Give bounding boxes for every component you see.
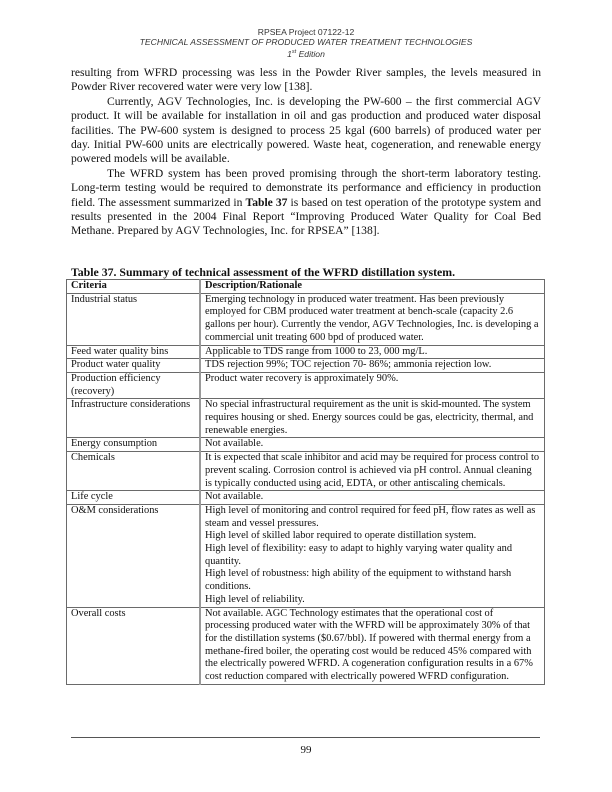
description-line: Emerging technology in produced water treatment. Has been previously employed for CBM produced water treatment at bench-scale (capacity 2.6 gallons per hour). Currently the vendor, AGV Technologies, Inc. is developing a commercial unit treating 600 bpd of produced water. xyxy=(205,293,539,343)
paragraph-continuation: resulting from WFRD processing was less in the Powder River samples, the levels measured in Powder River recovered water were very low [138]. xyxy=(71,66,541,94)
table-caption: Table 37. Summary of technical assessment of the WFRD distillation system. xyxy=(71,265,456,279)
paragraph-assessment xyxy=(71,167,541,239)
criteria-cell: Life cycle xyxy=(67,491,201,505)
table-row xyxy=(67,293,545,345)
description-line: Product water recovery is approximately 90%. xyxy=(205,372,399,384)
description-cell xyxy=(200,372,545,398)
description-line: No special infrastructural requirement as the unit is skid-mounted. The system requires housing or shed. Energy sources could be gas, electricity, thermal, and renewable energies. xyxy=(205,399,534,436)
body-text xyxy=(71,66,541,239)
description-cell xyxy=(200,399,545,438)
description-line: Not available. xyxy=(205,438,264,450)
edition-suffix: st xyxy=(291,49,297,55)
criteria-cell: Production efficiency (recovery) xyxy=(67,372,201,398)
footer-divider xyxy=(71,737,540,738)
page-number: 99 xyxy=(300,744,312,756)
criteria-cell: Industrial status xyxy=(67,293,201,345)
criteria-cell: Infrastructure considerations xyxy=(67,399,201,438)
table-row xyxy=(67,452,545,491)
description-cell xyxy=(200,293,545,345)
running-header xyxy=(0,27,612,59)
edition-text: Edition xyxy=(296,48,325,59)
criteria-cell: Energy consumption xyxy=(67,438,201,452)
description-cell xyxy=(200,491,545,505)
description-cell xyxy=(200,438,545,452)
description-cell xyxy=(200,359,545,373)
description-line: High level of monitoring and control required for feed pH, flow rates as well as steam and vessel pressures. xyxy=(205,504,536,529)
header-description: Description/Rationale xyxy=(200,280,545,294)
table-reference: Table 37 xyxy=(245,195,288,209)
description-line: Applicable to TDS range from 1000 to 23, 000 mg/L. xyxy=(205,345,428,357)
table-row xyxy=(67,372,545,398)
description-cell xyxy=(200,607,545,684)
table-row xyxy=(67,359,545,373)
paragraph-pw600: Currently, AGV Technologies, Inc. is developing the PW-600 – the first commercial AGV product. It will be available for installation in oil and gas production and produced water disposal facilities. The PW-600 system is designed to process 25 kgal (600 barrels) of produced water per day. Initial PW-600 units are electrically powered. Waste heat, cogeneration, and renewable energy powered models will be available. xyxy=(71,94,541,166)
table-row xyxy=(67,491,545,505)
description-cell xyxy=(200,345,545,359)
table-header-row xyxy=(67,280,545,294)
description-line: High level of skilled labor required to operate distillation system. xyxy=(205,530,477,542)
table-row xyxy=(67,345,545,359)
description-line: Not available. AGC Technology estimates that the operational cost of processing produced water with the WFRD will be approximately 30% of that for the distillation systems ($0.67/bbl). If powered with thermal energy from a methane-fired boiler, the operating cost would be reduced 45% compared with the electrically powered WFRD. A cogeneration configuration results in a 67% cost reduction compared with electrically powered WFRD configuration. xyxy=(205,607,533,683)
criteria-cell: Feed water quality bins xyxy=(67,345,201,359)
table-row xyxy=(67,607,545,684)
table-row xyxy=(67,399,545,438)
header-criteria: Criteria xyxy=(67,280,201,294)
criteria-cell: Overall costs xyxy=(67,607,201,684)
table-body xyxy=(67,293,545,684)
edition-label xyxy=(0,47,612,59)
table-row xyxy=(67,438,545,452)
criteria-cell: O&M considerations xyxy=(67,504,201,607)
edition-number: 1 xyxy=(287,48,292,59)
description-line: High level of robustness: high ability of the equipment to withstand harsh conditions. xyxy=(205,568,512,593)
description-cell xyxy=(200,504,545,607)
description-cell xyxy=(200,452,545,491)
description-line: High level of flexibility: easy to adapt to highly varying water quality and quantity. xyxy=(205,543,513,567)
document-title: TECHNICAL ASSESSMENT OF PRODUCED WATER TREATMENT TECHNOLOGIES xyxy=(139,37,473,47)
table-row xyxy=(67,504,545,607)
criteria-cell: Product water quality xyxy=(67,359,201,373)
description-line: Not available. xyxy=(205,491,264,503)
description-line: TDS rejection 99%; TOC rejection 70- 86%; ammonia rejection low. xyxy=(205,359,492,371)
project-label: RPSEA Project 07122-12 xyxy=(257,27,355,37)
paragraph-text: The WFRD system has been proved promising through the short-term laboratory testing. Long-term testing would be required to demonstrate its performance and efficiency in production field. The assessment summarized in xyxy=(71,166,541,209)
criteria-cell: Chemicals xyxy=(67,452,201,491)
assessment-table xyxy=(66,279,545,685)
description-line: High level of reliability. xyxy=(205,593,305,605)
description-line: It is expected that scale inhibitor and acid may be required for process control to prevent scaling. Corrosion control is achieved via pH control. Annual cleaning is typically conducted using acid, EDTA, or other antiscaling chemicals. xyxy=(205,452,540,489)
paragraph-text: is based on test operation of the prototype system and results presented in the 2004 Final Report “Improving Produced Water Quality for Coal Bed Methane. Prepared by AGV Technologies, Inc. for RPSEA” [138]. xyxy=(71,195,542,238)
